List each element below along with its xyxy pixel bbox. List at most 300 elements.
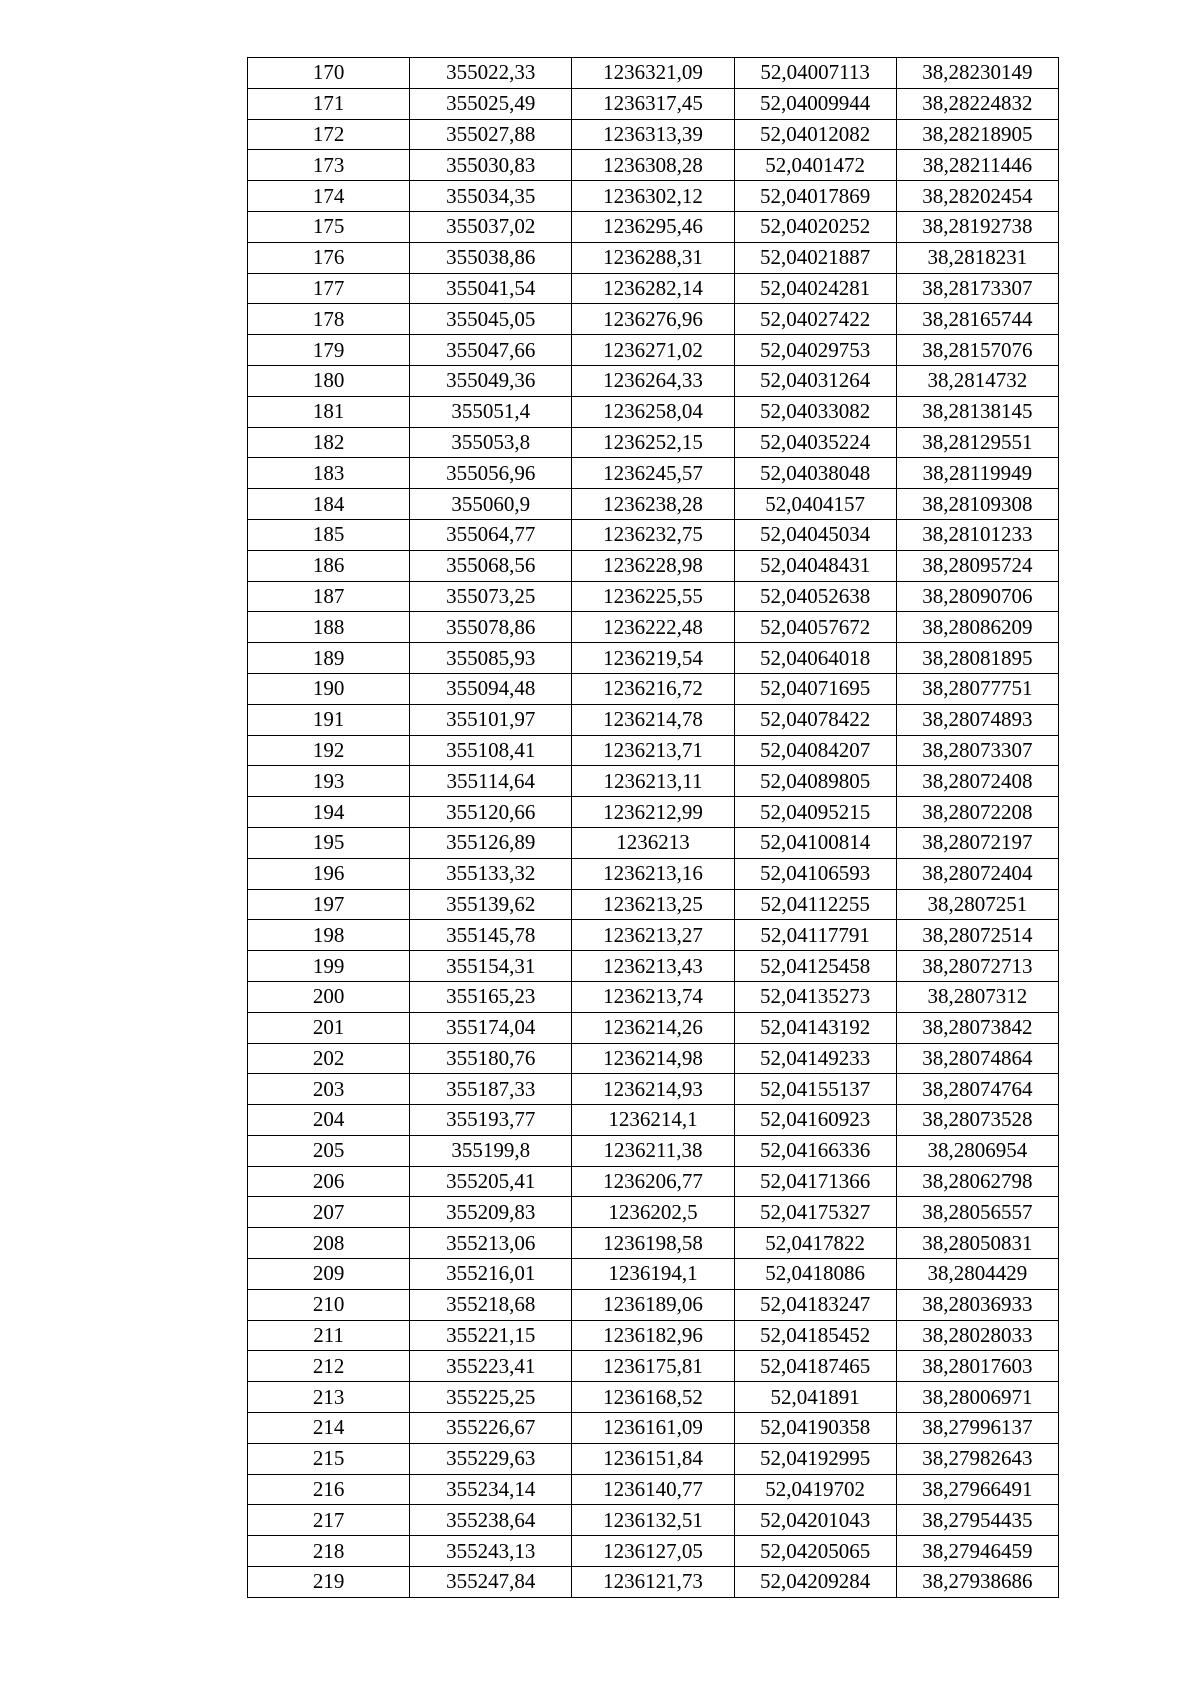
y-coordinate-cell: 1236222,48 xyxy=(572,612,734,643)
point-number-cell: 216 xyxy=(248,1474,410,1505)
latitude-cell: 52,04071695 xyxy=(734,673,896,704)
y-coordinate-cell: 1236213 xyxy=(572,827,734,858)
table-row xyxy=(248,1474,1059,1505)
longitude-cell: 38,28072408 xyxy=(896,766,1058,797)
y-coordinate-cell: 1236214,78 xyxy=(572,704,734,735)
longitude-cell: 38,28056557 xyxy=(896,1197,1058,1228)
point-number-cell: 196 xyxy=(248,858,410,889)
x-coordinate-cell: 355174,04 xyxy=(410,1012,572,1043)
x-coordinate-cell: 355216,01 xyxy=(410,1259,572,1290)
x-coordinate-cell: 355027,88 xyxy=(410,119,572,150)
x-coordinate-cell: 355030,83 xyxy=(410,150,572,181)
y-coordinate-cell: 1236161,09 xyxy=(572,1413,734,1444)
latitude-cell: 52,04029753 xyxy=(734,335,896,366)
longitude-cell: 38,27954435 xyxy=(896,1505,1058,1536)
latitude-cell: 52,0418086 xyxy=(734,1259,896,1290)
point-number-cell: 186 xyxy=(248,550,410,581)
x-coordinate-cell: 355047,66 xyxy=(410,335,572,366)
latitude-cell: 52,04031264 xyxy=(734,365,896,396)
x-coordinate-cell: 355064,77 xyxy=(410,519,572,550)
y-coordinate-cell: 1236219,54 xyxy=(572,643,734,674)
x-coordinate-cell: 355060,9 xyxy=(410,489,572,520)
x-coordinate-cell: 355108,41 xyxy=(410,735,572,766)
point-number-cell: 182 xyxy=(248,427,410,458)
point-number-cell: 193 xyxy=(248,766,410,797)
point-number-cell: 200 xyxy=(248,981,410,1012)
table-row xyxy=(248,1197,1059,1228)
point-number-cell: 212 xyxy=(248,1351,410,1382)
table-row xyxy=(248,242,1059,273)
point-number-cell: 175 xyxy=(248,211,410,242)
coordinates-table-body xyxy=(248,58,1059,1598)
point-number-cell: 217 xyxy=(248,1505,410,1536)
table-row xyxy=(248,581,1059,612)
point-number-cell: 201 xyxy=(248,1012,410,1043)
table-row xyxy=(248,889,1059,920)
latitude-cell: 52,041891 xyxy=(734,1382,896,1413)
table-row xyxy=(248,335,1059,366)
x-coordinate-cell: 355238,64 xyxy=(410,1505,572,1536)
x-coordinate-cell: 355213,06 xyxy=(410,1228,572,1259)
y-coordinate-cell: 1236264,33 xyxy=(572,365,734,396)
longitude-cell: 38,28138145 xyxy=(896,396,1058,427)
x-coordinate-cell: 355225,25 xyxy=(410,1382,572,1413)
point-number-cell: 185 xyxy=(248,519,410,550)
y-coordinate-cell: 1236198,58 xyxy=(572,1228,734,1259)
longitude-cell: 38,28017603 xyxy=(896,1351,1058,1382)
y-coordinate-cell: 1236214,26 xyxy=(572,1012,734,1043)
x-coordinate-cell: 355180,76 xyxy=(410,1043,572,1074)
longitude-cell: 38,2814732 xyxy=(896,365,1058,396)
table-row xyxy=(248,766,1059,797)
x-coordinate-cell: 355247,84 xyxy=(410,1567,572,1598)
latitude-cell: 52,04187465 xyxy=(734,1351,896,1382)
x-coordinate-cell: 355041,54 xyxy=(410,273,572,304)
x-coordinate-cell: 355243,13 xyxy=(410,1536,572,1567)
y-coordinate-cell: 1236321,09 xyxy=(572,58,734,89)
y-coordinate-cell: 1236175,81 xyxy=(572,1351,734,1382)
longitude-cell: 38,28074893 xyxy=(896,704,1058,735)
y-coordinate-cell: 1236295,46 xyxy=(572,211,734,242)
x-coordinate-cell: 355199,8 xyxy=(410,1135,572,1166)
latitude-cell: 52,04143192 xyxy=(734,1012,896,1043)
latitude-cell: 52,04205065 xyxy=(734,1536,896,1567)
table-row xyxy=(248,704,1059,735)
latitude-cell: 52,0401472 xyxy=(734,150,896,181)
point-number-cell: 171 xyxy=(248,88,410,119)
longitude-cell: 38,28073528 xyxy=(896,1105,1058,1136)
point-number-cell: 205 xyxy=(248,1135,410,1166)
table-row xyxy=(248,273,1059,304)
latitude-cell: 52,04012082 xyxy=(734,119,896,150)
point-number-cell: 218 xyxy=(248,1536,410,1567)
y-coordinate-cell: 1236213,25 xyxy=(572,889,734,920)
longitude-cell: 38,28074764 xyxy=(896,1074,1058,1105)
y-coordinate-cell: 1236151,84 xyxy=(572,1443,734,1474)
point-number-cell: 213 xyxy=(248,1382,410,1413)
point-number-cell: 179 xyxy=(248,335,410,366)
latitude-cell: 52,04166336 xyxy=(734,1135,896,1166)
table-row xyxy=(248,735,1059,766)
point-number-cell: 191 xyxy=(248,704,410,735)
table-row xyxy=(248,1289,1059,1320)
point-number-cell: 180 xyxy=(248,365,410,396)
x-coordinate-cell: 355145,78 xyxy=(410,920,572,951)
latitude-cell: 52,04017869 xyxy=(734,181,896,212)
longitude-cell: 38,28028033 xyxy=(896,1320,1058,1351)
point-number-cell: 183 xyxy=(248,458,410,489)
latitude-cell: 52,04112255 xyxy=(734,889,896,920)
x-coordinate-cell: 355056,96 xyxy=(410,458,572,489)
y-coordinate-cell: 1236232,75 xyxy=(572,519,734,550)
latitude-cell: 52,04024281 xyxy=(734,273,896,304)
table-row xyxy=(248,1043,1059,1074)
point-number-cell: 190 xyxy=(248,673,410,704)
y-coordinate-cell: 1236121,73 xyxy=(572,1567,734,1598)
point-number-cell: 187 xyxy=(248,581,410,612)
y-coordinate-cell: 1236213,27 xyxy=(572,920,734,951)
table-row xyxy=(248,920,1059,951)
table-row xyxy=(248,1536,1059,1567)
y-coordinate-cell: 1236213,71 xyxy=(572,735,734,766)
latitude-cell: 52,04106593 xyxy=(734,858,896,889)
table-row xyxy=(248,1166,1059,1197)
latitude-cell: 52,04020252 xyxy=(734,211,896,242)
longitude-cell: 38,27996137 xyxy=(896,1413,1058,1444)
table-row xyxy=(248,427,1059,458)
longitude-cell: 38,28095724 xyxy=(896,550,1058,581)
latitude-cell: 52,04021887 xyxy=(734,242,896,273)
table-row xyxy=(248,550,1059,581)
table-row xyxy=(248,1567,1059,1598)
x-coordinate-cell: 355053,8 xyxy=(410,427,572,458)
y-coordinate-cell: 1236245,57 xyxy=(572,458,734,489)
point-number-cell: 188 xyxy=(248,612,410,643)
x-coordinate-cell: 355101,97 xyxy=(410,704,572,735)
longitude-cell: 38,28036933 xyxy=(896,1289,1058,1320)
latitude-cell: 52,04045034 xyxy=(734,519,896,550)
table-row xyxy=(248,458,1059,489)
longitude-cell: 38,27982643 xyxy=(896,1443,1058,1474)
latitude-cell: 52,04117791 xyxy=(734,920,896,951)
longitude-cell: 38,28077751 xyxy=(896,673,1058,704)
point-number-cell: 202 xyxy=(248,1043,410,1074)
table-row xyxy=(248,1351,1059,1382)
latitude-cell: 52,04183247 xyxy=(734,1289,896,1320)
x-coordinate-cell: 355126,89 xyxy=(410,827,572,858)
latitude-cell: 52,04190358 xyxy=(734,1413,896,1444)
latitude-cell: 52,0404157 xyxy=(734,489,896,520)
longitude-cell: 38,28062798 xyxy=(896,1166,1058,1197)
latitude-cell: 52,0419702 xyxy=(734,1474,896,1505)
x-coordinate-cell: 355068,56 xyxy=(410,550,572,581)
table-row xyxy=(248,1505,1059,1536)
longitude-cell: 38,28224832 xyxy=(896,88,1058,119)
latitude-cell: 52,04084207 xyxy=(734,735,896,766)
longitude-cell: 38,2807312 xyxy=(896,981,1058,1012)
table-row xyxy=(248,612,1059,643)
point-number-cell: 184 xyxy=(248,489,410,520)
longitude-cell: 38,28192738 xyxy=(896,211,1058,242)
latitude-cell: 52,0417822 xyxy=(734,1228,896,1259)
x-coordinate-cell: 355094,48 xyxy=(410,673,572,704)
y-coordinate-cell: 1236211,38 xyxy=(572,1135,734,1166)
table-row xyxy=(248,827,1059,858)
y-coordinate-cell: 1236140,77 xyxy=(572,1474,734,1505)
y-coordinate-cell: 1236213,43 xyxy=(572,951,734,982)
x-coordinate-cell: 355209,83 xyxy=(410,1197,572,1228)
longitude-cell: 38,28072514 xyxy=(896,920,1058,951)
point-number-cell: 215 xyxy=(248,1443,410,1474)
longitude-cell: 38,28050831 xyxy=(896,1228,1058,1259)
y-coordinate-cell: 1236276,96 xyxy=(572,304,734,335)
latitude-cell: 52,04035224 xyxy=(734,427,896,458)
table-row xyxy=(248,1074,1059,1105)
table-row xyxy=(248,1443,1059,1474)
x-coordinate-cell: 355223,41 xyxy=(410,1351,572,1382)
latitude-cell: 52,04007113 xyxy=(734,58,896,89)
longitude-cell: 38,28109308 xyxy=(896,489,1058,520)
table-row xyxy=(248,1228,1059,1259)
table-row xyxy=(248,519,1059,550)
y-coordinate-cell: 1236214,93 xyxy=(572,1074,734,1105)
table-row xyxy=(248,304,1059,335)
table-row xyxy=(248,797,1059,828)
longitude-cell: 38,28101233 xyxy=(896,519,1058,550)
table-row xyxy=(248,150,1059,181)
y-coordinate-cell: 1236189,06 xyxy=(572,1289,734,1320)
table-row xyxy=(248,396,1059,427)
point-number-cell: 176 xyxy=(248,242,410,273)
x-coordinate-cell: 355221,15 xyxy=(410,1320,572,1351)
point-number-cell: 210 xyxy=(248,1289,410,1320)
point-number-cell: 199 xyxy=(248,951,410,982)
latitude-cell: 52,04201043 xyxy=(734,1505,896,1536)
longitude-cell: 38,28072208 xyxy=(896,797,1058,828)
y-coordinate-cell: 1236258,04 xyxy=(572,396,734,427)
y-coordinate-cell: 1236317,45 xyxy=(572,88,734,119)
table-row xyxy=(248,211,1059,242)
x-coordinate-cell: 355034,35 xyxy=(410,181,572,212)
y-coordinate-cell: 1236313,39 xyxy=(572,119,734,150)
point-number-cell: 189 xyxy=(248,643,410,674)
x-coordinate-cell: 355139,62 xyxy=(410,889,572,920)
y-coordinate-cell: 1236194,1 xyxy=(572,1259,734,1290)
latitude-cell: 52,04064018 xyxy=(734,643,896,674)
latitude-cell: 52,04089805 xyxy=(734,766,896,797)
latitude-cell: 52,04048431 xyxy=(734,550,896,581)
latitude-cell: 52,04175327 xyxy=(734,1197,896,1228)
latitude-cell: 52,04095215 xyxy=(734,797,896,828)
y-coordinate-cell: 1236271,02 xyxy=(572,335,734,366)
longitude-cell: 38,28211446 xyxy=(896,150,1058,181)
table-row xyxy=(248,365,1059,396)
x-coordinate-cell: 355045,05 xyxy=(410,304,572,335)
longitude-cell: 38,28073842 xyxy=(896,1012,1058,1043)
point-number-cell: 211 xyxy=(248,1320,410,1351)
y-coordinate-cell: 1236225,55 xyxy=(572,581,734,612)
y-coordinate-cell: 1236252,15 xyxy=(572,427,734,458)
x-coordinate-cell: 355154,31 xyxy=(410,951,572,982)
longitude-cell: 38,28090706 xyxy=(896,581,1058,612)
latitude-cell: 52,04160923 xyxy=(734,1105,896,1136)
longitude-cell: 38,28119949 xyxy=(896,458,1058,489)
point-number-cell: 204 xyxy=(248,1105,410,1136)
table-row xyxy=(248,981,1059,1012)
latitude-cell: 52,04100814 xyxy=(734,827,896,858)
y-coordinate-cell: 1236238,28 xyxy=(572,489,734,520)
latitude-cell: 52,04027422 xyxy=(734,304,896,335)
table-row xyxy=(248,489,1059,520)
longitude-cell: 38,28074864 xyxy=(896,1043,1058,1074)
y-coordinate-cell: 1236213,74 xyxy=(572,981,734,1012)
y-coordinate-cell: 1236216,72 xyxy=(572,673,734,704)
latitude-cell: 52,04052638 xyxy=(734,581,896,612)
longitude-cell: 38,28129551 xyxy=(896,427,1058,458)
x-coordinate-cell: 355187,33 xyxy=(410,1074,572,1105)
latitude-cell: 52,04033082 xyxy=(734,396,896,427)
table-row xyxy=(248,1320,1059,1351)
latitude-cell: 52,04171366 xyxy=(734,1166,896,1197)
point-number-cell: 170 xyxy=(248,58,410,89)
longitude-cell: 38,27938686 xyxy=(896,1567,1058,1598)
y-coordinate-cell: 1236214,1 xyxy=(572,1105,734,1136)
point-number-cell: 206 xyxy=(248,1166,410,1197)
point-number-cell: 173 xyxy=(248,150,410,181)
x-coordinate-cell: 355022,33 xyxy=(410,58,572,89)
x-coordinate-cell: 355165,23 xyxy=(410,981,572,1012)
x-coordinate-cell: 355078,86 xyxy=(410,612,572,643)
latitude-cell: 52,04185452 xyxy=(734,1320,896,1351)
longitude-cell: 38,28165744 xyxy=(896,304,1058,335)
y-coordinate-cell: 1236202,5 xyxy=(572,1197,734,1228)
longitude-cell: 38,2807251 xyxy=(896,889,1058,920)
x-coordinate-cell: 355229,63 xyxy=(410,1443,572,1474)
point-number-cell: 207 xyxy=(248,1197,410,1228)
table-row xyxy=(248,88,1059,119)
table-row xyxy=(248,119,1059,150)
longitude-cell: 38,28218905 xyxy=(896,119,1058,150)
x-coordinate-cell: 355226,67 xyxy=(410,1413,572,1444)
latitude-cell: 52,04209284 xyxy=(734,1567,896,1598)
y-coordinate-cell: 1236302,12 xyxy=(572,181,734,212)
point-number-cell: 172 xyxy=(248,119,410,150)
x-coordinate-cell: 355049,36 xyxy=(410,365,572,396)
longitude-cell: 38,27946459 xyxy=(896,1536,1058,1567)
latitude-cell: 52,04149233 xyxy=(734,1043,896,1074)
point-number-cell: 203 xyxy=(248,1074,410,1105)
point-number-cell: 192 xyxy=(248,735,410,766)
longitude-cell: 38,2806954 xyxy=(896,1135,1058,1166)
table-row xyxy=(248,181,1059,212)
longitude-cell: 38,28086209 xyxy=(896,612,1058,643)
y-coordinate-cell: 1236288,31 xyxy=(572,242,734,273)
point-number-cell: 177 xyxy=(248,273,410,304)
y-coordinate-cell: 1236213,16 xyxy=(572,858,734,889)
y-coordinate-cell: 1236214,98 xyxy=(572,1043,734,1074)
y-coordinate-cell: 1236213,11 xyxy=(572,766,734,797)
longitude-cell: 38,28157076 xyxy=(896,335,1058,366)
latitude-cell: 52,04009944 xyxy=(734,88,896,119)
x-coordinate-cell: 355193,77 xyxy=(410,1105,572,1136)
table-row xyxy=(248,643,1059,674)
point-number-cell: 178 xyxy=(248,304,410,335)
y-coordinate-cell: 1236308,28 xyxy=(572,150,734,181)
table-row xyxy=(248,1382,1059,1413)
longitude-cell: 38,28072404 xyxy=(896,858,1058,889)
table-row xyxy=(248,1259,1059,1290)
table-row xyxy=(248,858,1059,889)
table-row xyxy=(248,1105,1059,1136)
point-number-cell: 174 xyxy=(248,181,410,212)
x-coordinate-cell: 355037,02 xyxy=(410,211,572,242)
coordinates-table xyxy=(247,57,1059,1598)
x-coordinate-cell: 355051,4 xyxy=(410,396,572,427)
point-number-cell: 194 xyxy=(248,797,410,828)
longitude-cell: 38,28230149 xyxy=(896,58,1058,89)
point-number-cell: 195 xyxy=(248,827,410,858)
table-row xyxy=(248,673,1059,704)
longitude-cell: 38,28073307 xyxy=(896,735,1058,766)
point-number-cell: 208 xyxy=(248,1228,410,1259)
longitude-cell: 38,2818231 xyxy=(896,242,1058,273)
y-coordinate-cell: 1236212,99 xyxy=(572,797,734,828)
y-coordinate-cell: 1236228,98 xyxy=(572,550,734,581)
latitude-cell: 52,04078422 xyxy=(734,704,896,735)
x-coordinate-cell: 355205,41 xyxy=(410,1166,572,1197)
x-coordinate-cell: 355038,86 xyxy=(410,242,572,273)
point-number-cell: 197 xyxy=(248,889,410,920)
table-row xyxy=(248,951,1059,982)
x-coordinate-cell: 355085,93 xyxy=(410,643,572,674)
x-coordinate-cell: 355120,66 xyxy=(410,797,572,828)
latitude-cell: 52,04155137 xyxy=(734,1074,896,1105)
longitude-cell: 38,28202454 xyxy=(896,181,1058,212)
latitude-cell: 52,04125458 xyxy=(734,951,896,982)
x-coordinate-cell: 355114,64 xyxy=(410,766,572,797)
x-coordinate-cell: 355218,68 xyxy=(410,1289,572,1320)
x-coordinate-cell: 355133,32 xyxy=(410,858,572,889)
x-coordinate-cell: 355073,25 xyxy=(410,581,572,612)
table-row xyxy=(248,1413,1059,1444)
longitude-cell: 38,28081895 xyxy=(896,643,1058,674)
latitude-cell: 52,04135273 xyxy=(734,981,896,1012)
table-row xyxy=(248,58,1059,89)
latitude-cell: 52,04038048 xyxy=(734,458,896,489)
longitude-cell: 38,28072197 xyxy=(896,827,1058,858)
longitude-cell: 38,27966491 xyxy=(896,1474,1058,1505)
y-coordinate-cell: 1236206,77 xyxy=(572,1166,734,1197)
point-number-cell: 214 xyxy=(248,1413,410,1444)
y-coordinate-cell: 1236127,05 xyxy=(572,1536,734,1567)
x-coordinate-cell: 355025,49 xyxy=(410,88,572,119)
table-row xyxy=(248,1135,1059,1166)
longitude-cell: 38,2804429 xyxy=(896,1259,1058,1290)
point-number-cell: 219 xyxy=(248,1567,410,1598)
point-number-cell: 181 xyxy=(248,396,410,427)
longitude-cell: 38,28072713 xyxy=(896,951,1058,982)
x-coordinate-cell: 355234,14 xyxy=(410,1474,572,1505)
y-coordinate-cell: 1236282,14 xyxy=(572,273,734,304)
latitude-cell: 52,04057672 xyxy=(734,612,896,643)
table-row xyxy=(248,1012,1059,1043)
latitude-cell: 52,04192995 xyxy=(734,1443,896,1474)
longitude-cell: 38,28173307 xyxy=(896,273,1058,304)
y-coordinate-cell: 1236182,96 xyxy=(572,1320,734,1351)
point-number-cell: 198 xyxy=(248,920,410,951)
y-coordinate-cell: 1236168,52 xyxy=(572,1382,734,1413)
longitude-cell: 38,28006971 xyxy=(896,1382,1058,1413)
